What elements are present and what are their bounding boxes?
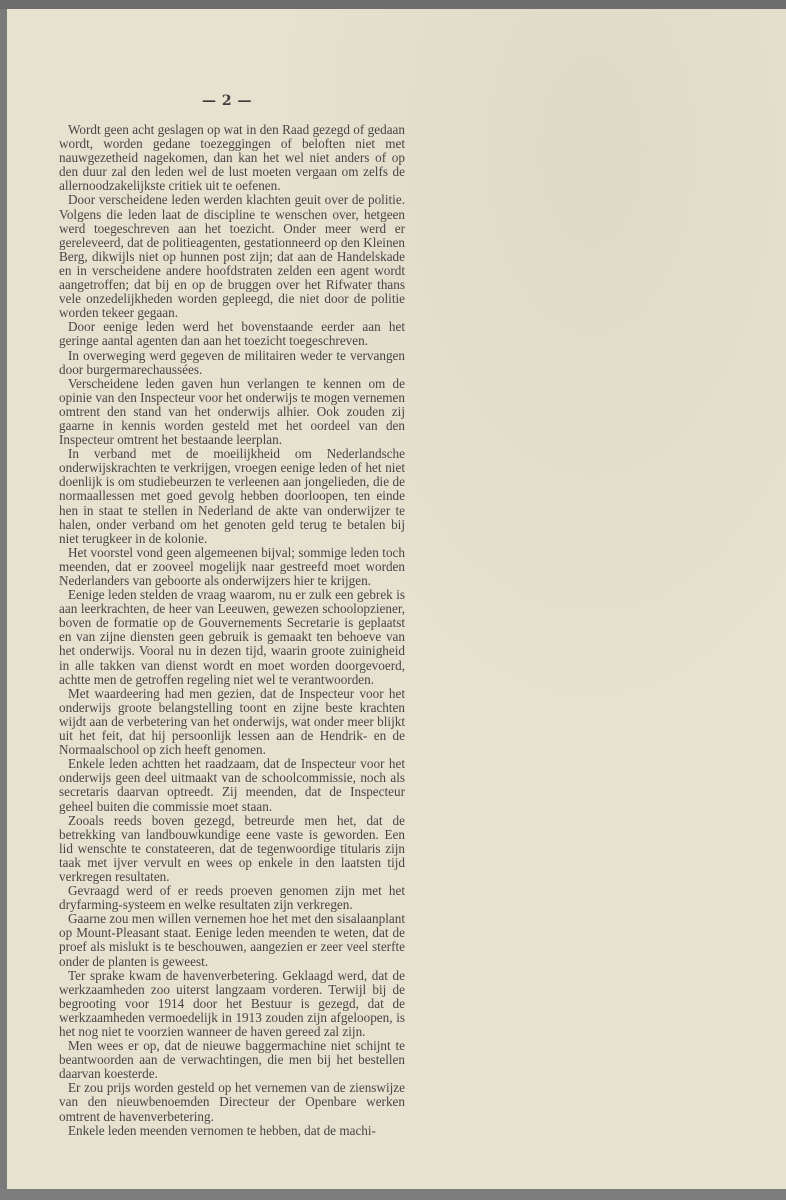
paragraph: Eenige leden stelden de vraag waarom, nu er zulk een gebrek is aan leerkrachten, de heer van Leeuwen, gewezen schoolopziener, boven de formatie op de Gouvernements Secretarie is geplaatst en van zijne diensten geen gebruik is gemaakt ten behoeve van het onderwijs. Vooral nu in dezen tijd, waarin groote zuinigheid in alle takken van dienst wordt en moet worden doorgevoerd, achtte men de getroffen regeling niet wel te verantwoorden. xyxy=(59,587,405,687)
body-text xyxy=(59,123,405,1138)
scan-border-top xyxy=(0,0,786,9)
paragraph: Gevraagd werd of er reeds proeven genomen zijn met het dryfarming-systeem en welke resultaten zijn verkregen. xyxy=(59,883,405,913)
paragraph: Door eenige leden werd het bovenstaande eerder aan het geringe aantal agenten dan aan het toezicht toegeschreven. xyxy=(59,319,405,349)
paragraph: Men wees er op, dat de nieuwe baggermachine niet schijnt te beantwoorden aan de verwachtingen, die men bij het bestellen daarvan koesterde. xyxy=(59,1038,405,1082)
paragraph: In verband met de moeilijkheid om Nederlandsche onderwijskrachten te verkrijgen, vroegen eenige leden of het niet doenlijk is om studiebeurzen te verleenen aan jongelieden, die de normaallessen met goed gevolg hebben doorloopen, ten einde hen in staat te stellen in Nederland de akte van onderwijzer te halen, onder verband om het genoten geld terug te betalen bij niet terugkeer in de kolonie. xyxy=(59,446,405,546)
paragraph: In overweging werd gegeven de militairen weder te vervangen door burgermarechaussées. xyxy=(59,347,405,377)
paragraph: Zooals reeds boven gezegd, betreurde men het, dat de betrekking van landbouwkundige eene vaste is geworden. Een lid wenschte te constateeren, dat de tegenwoordige titularis zijn taak met ijver vervult en wees op enkele in den laatsten tijd verkregen resultaten. xyxy=(59,812,405,884)
paragraph: Wordt geen acht geslagen op wat in den Raad gezegd of gedaan wordt, worden gedane toezeggingen of beloften niet met nauwgezetheid nagekomen, dan kan het wel niet anders of op den duur zal den leden wel de lust moeten vergaan om zelfs de allernoodzakelijkste critiek uit te oefenen. xyxy=(59,122,405,194)
paragraph: Er zou prijs worden gesteld op het vernemen van de zienswijze van den nieuwbenoemden Directeur der Openbare werken omtrent de havenverbetering. xyxy=(59,1080,405,1124)
paragraph: Enkele leden achtten het raadzaam, dat de Inspecteur voor het onderwijs geen deel uitmaakt van de schoolcommissie, noch als secretaris daarvan optreedt. Zij meenden, dat de Inspecteur geheel buiten die commissie moet staan. xyxy=(59,756,405,814)
paragraph: Gaarne zou men willen vernemen hoe het met den sisalaanplant op Mount-Pleasant staat. Eenige leden meenden te weten, dat de proef als mislukt is te beschouwen, aangezien er zeer veel sterfte onder de planten is geweest. xyxy=(59,911,405,969)
paragraph: Ter sprake kwam de havenverbetering. Geklaagd werd, dat de werkzaamheden zoo uiterst langzaam vorderen. Terwijl bij de begrooting voor 1914 door het Bestuur is gezegd, dat de werkzaamheden vermoedelijk in 1913 zouden zijn afgeloopen, is het nog niet te voorzien wanneer de haven gereed zal zijn. xyxy=(59,967,405,1039)
page-number: — 2 — xyxy=(202,93,252,109)
scan-border-bottom xyxy=(0,1189,786,1200)
paragraph: Enkele leden meenden vernomen te hebben, dat de machi- xyxy=(68,1122,376,1138)
paragraph: Met waardeering had men gezien, dat de Inspecteur voor het onderwijs groote belangstelling toont en zijne beste krachten wijdt aan de verbetering van het onderwijs, wat onder meer blijkt uit het feit, dat hij persoonlijk lessen aan de Hendrik- en de Normaalschool op zich heeft genomen. xyxy=(59,685,405,758)
paragraph: Het voorstel vond geen algemeenen bijval; sommige leden toch meenden, dat er zooveel mogelijk naar gestreefd moet worden Nederlanders van geboorte als onderwijzers hier te krijgen. xyxy=(59,544,405,588)
document-page xyxy=(7,9,786,1189)
paragraph: Verscheidene leden gaven hun verlangen te kennen om de opinie van den Inspecteur voor het onderwijs te mogen vernemen omtrent den stand van het onderwijs alhier. Ook zouden zij gaarne in kennis worden gesteld met het oordeel van den Inspecteur omtrent het bestaande leerplan. xyxy=(59,375,405,448)
paragraph: Door verscheidene leden werden klachten geuit over de politie. Volgens die leden laat de discipline te wenschen over, hetgeen werd toegeschreven aan het toezicht. Onder meer werd er gereleveerd, dat de politieagenten, gestationneerd op den Kleinen Berg, dikwijls niet op hunnen post zijn; dat aan de Handelskade en in verscheidene andere hoofdstraten zelden een agent wordt aangetroffen; dat bij en op de bruggen over het Rifwater thans vele onzedelijkheden worden gepleegd, die niet door de politie worden tekeer gegaan. xyxy=(59,192,405,321)
